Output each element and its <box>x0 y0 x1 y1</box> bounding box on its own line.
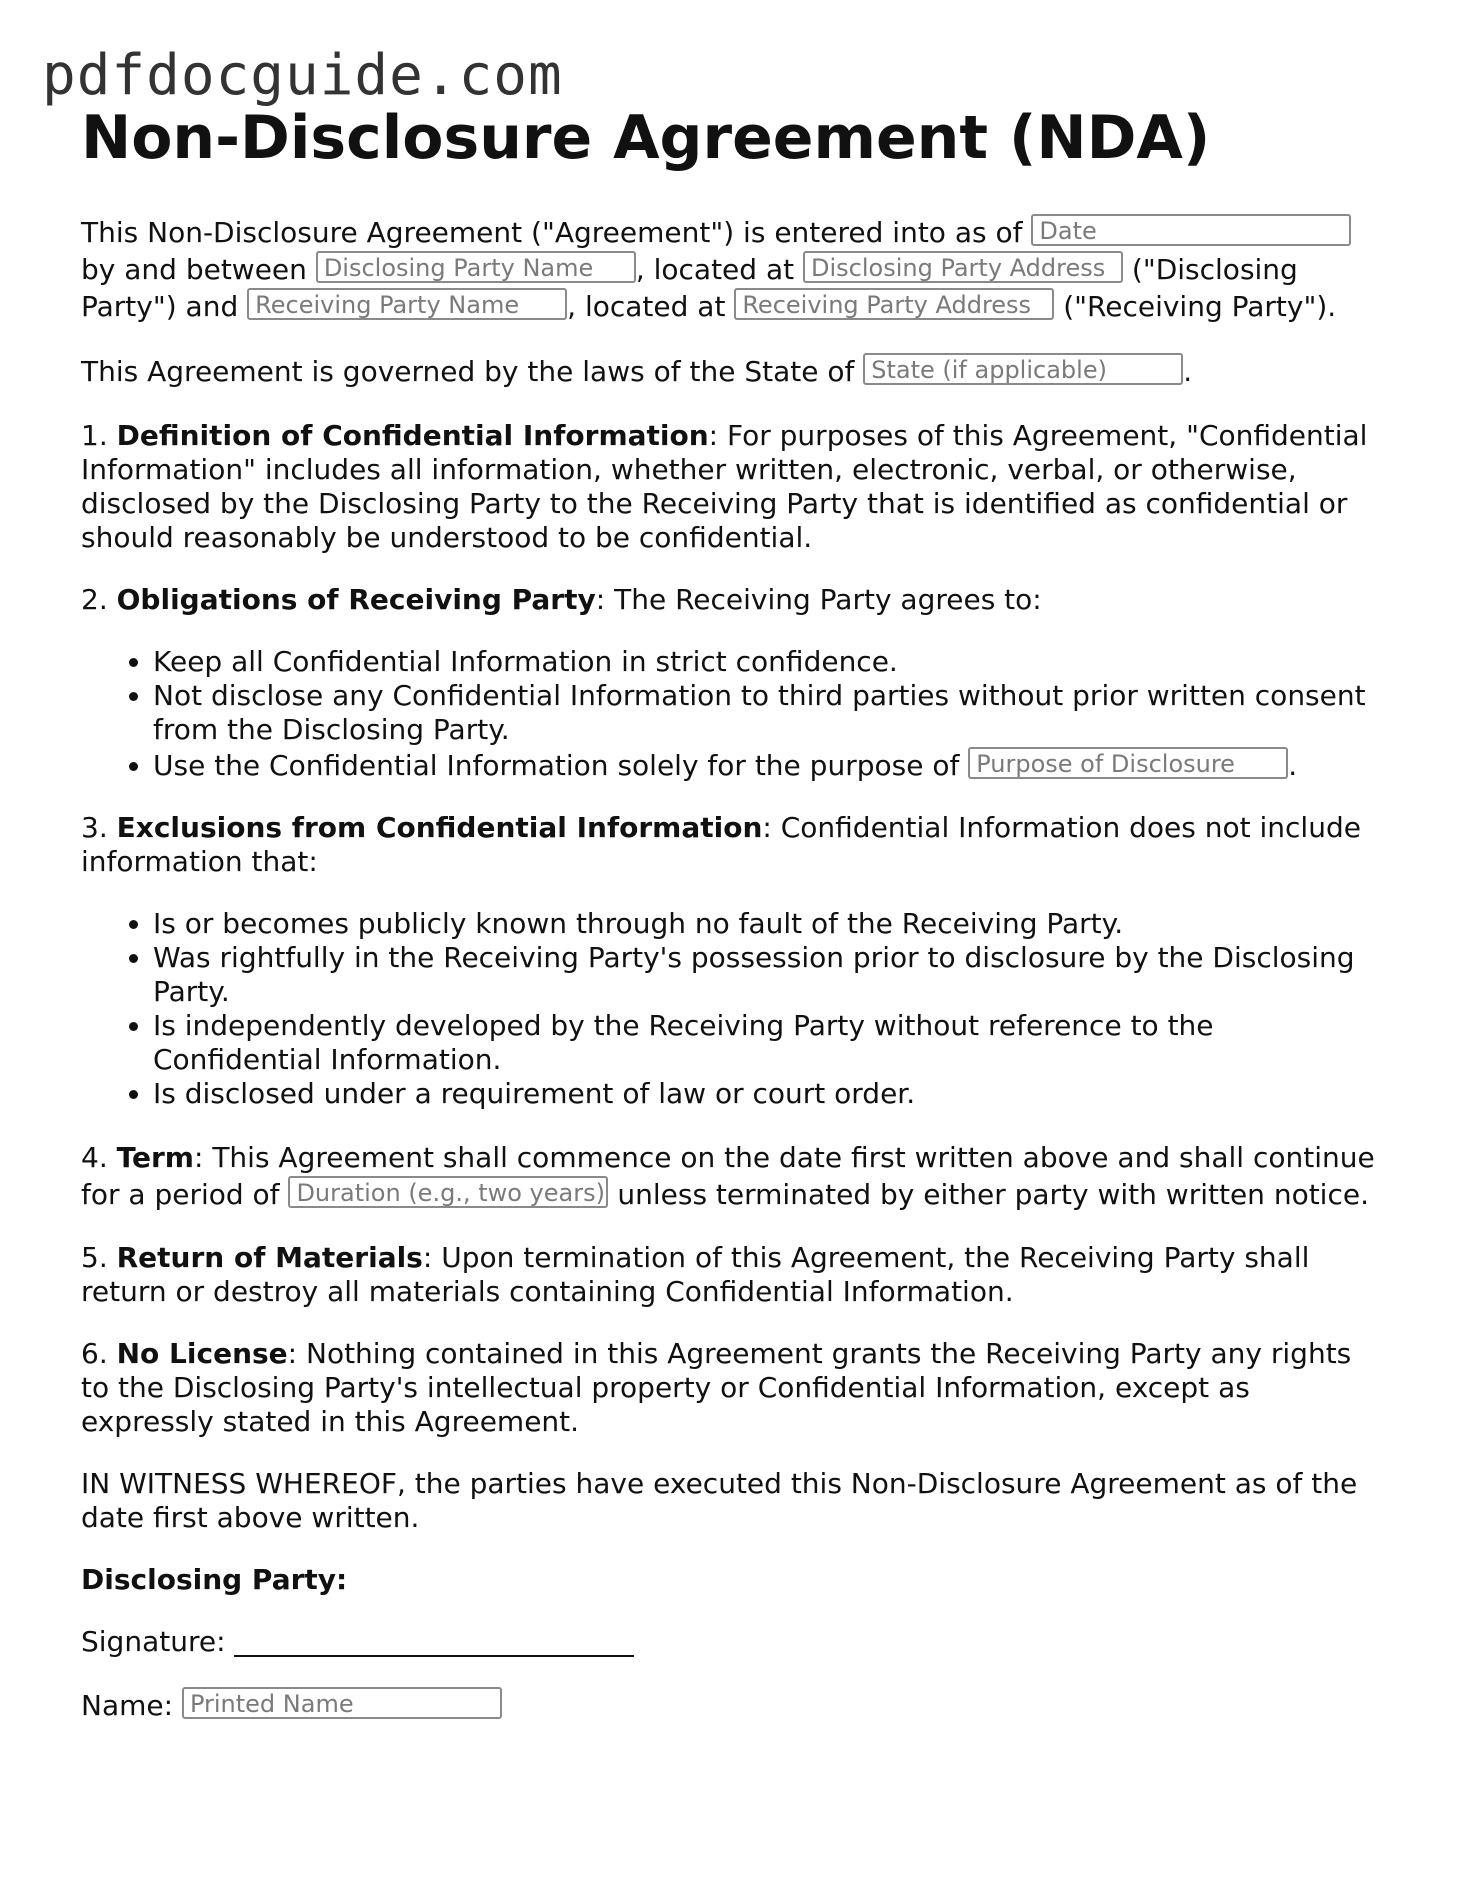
governing-law-end: . <box>1183 355 1193 388</box>
section-5-heading: Return of Materials <box>116 1241 423 1274</box>
section-2-heading: Obligations of Receiving Party <box>116 583 596 616</box>
section-5-text: : Upon termination of this Agreement, the Receiving Party shall return or destroy all materials containing Confidential Information. <box>81 1241 1310 1308</box>
section-6-text: : Nothing contained in this Agreement grants the Receiving Party any rights to the Disclosing Party's intellectual property or Confidential Information, except as expressly stated in this Agreement. <box>81 1337 1352 1438</box>
section-4-heading: Term <box>116 1141 194 1174</box>
section-6-number: 6. <box>81 1337 108 1370</box>
section-2 <box>81 583 1381 617</box>
section-5 <box>81 1241 1381 1309</box>
section-3 <box>81 811 1381 879</box>
section-6-heading: No License <box>116 1337 288 1370</box>
signature-block-heading: Disclosing Party: <box>81 1563 348 1596</box>
section-4-text-2: unless terminated by either party with written notice. <box>617 1178 1369 1211</box>
signature-line[interactable] <box>234 1627 634 1657</box>
disclosing-party-address-field[interactable]: Disclosing Party Address <box>803 251 1123 283</box>
list-item: • Is or becomes publicly known through no fault of the Receiving Party. <box>153 907 1381 941</box>
exclusions-list <box>81 907 1381 1111</box>
page-title: Non-Disclosure Agreement (NDA) <box>81 103 1211 173</box>
watermark: pdfdocguide.com <box>42 43 563 108</box>
section-1-heading: Definition of Confidential Information <box>116 419 709 452</box>
signature-label: Signature: <box>81 1625 226 1658</box>
duration-field[interactable]: Duration (e.g., two years) <box>288 1176 608 1208</box>
purpose-end: . <box>1288 749 1298 782</box>
disclosing-party-heading <box>81 1563 1381 1597</box>
signature-row <box>81 1625 1381 1659</box>
intro-text-5: , located at <box>567 290 726 323</box>
section-4 <box>81 1139 1381 1213</box>
list-item: • Not disclose any Confidential Information to third parties without prior written consent from the Disclosing Party. <box>153 679 1381 747</box>
obligations-list <box>81 645 1381 783</box>
section-4-text-1: : This Agreement shall commence on the date first written above and shall continue for a period of <box>81 1141 1375 1211</box>
witness-paragraph: IN WITNESS WHEREOF, the parties have executed this Non-Disclosure Agreement as of the date first above written. <box>81 1467 1358 1534</box>
document-body <box>81 100 1381 1751</box>
list-item <box>153 747 1381 783</box>
name-row <box>81 1687 1381 1723</box>
state-field[interactable]: State (if applicable) <box>863 353 1183 385</box>
disclosing-party-name-field[interactable]: Disclosing Party Name <box>316 251 636 283</box>
section-3-heading: Exclusions from Confidential Information <box>116 811 763 844</box>
section-6 <box>81 1337 1381 1439</box>
governing-law-paragraph <box>81 353 1381 389</box>
receiving-party-name-field[interactable]: Receiving Party Name <box>247 288 567 320</box>
intro-text-6: ("Receiving Party"). <box>1063 290 1337 323</box>
list-item: • Was rightfully in the Receiving Party's possession prior to disclosure by the Disclosing Party. <box>153 941 1381 1009</box>
list-item: • Is independently developed by the Receiving Party without reference to the Confidential Information. <box>153 1009 1381 1077</box>
section-1-text: : For purposes of this Agreement, "Confidential Information" includes all information, whether written, electronic, verbal, or otherwise, disclosed by the Disclosing Party to the Receiving Party that is identified as confidential or should reasonably be understood to be confidential. <box>81 419 1368 554</box>
intro-text-1: This Non-Disclosure Agreement ("Agreement") is entered into as of <box>81 216 1023 249</box>
intro-text-3: , located at <box>635 253 795 286</box>
section-4-number: 4. <box>81 1141 108 1174</box>
list-item: • Is disclosed under a requirement of law or court order. <box>153 1077 1381 1111</box>
list-item: • Keep all Confidential Information in strict confidence. <box>153 645 1381 679</box>
receiving-party-address-field[interactable]: Receiving Party Address <box>734 288 1054 320</box>
printed-name-field[interactable]: Printed Name <box>182 1687 502 1719</box>
intro-text-4: ("Disclosing Party") and <box>81 253 1298 323</box>
name-label: Name: <box>81 1689 174 1722</box>
section-1-number: 1. <box>81 419 108 452</box>
section-2-text: : The Receiving Party agrees to: <box>595 583 1042 616</box>
intro-paragraph <box>81 214 1381 325</box>
section-1 <box>81 419 1381 555</box>
purpose-text: Use the Confidential Information solely for the purpose of <box>153 749 960 782</box>
section-2-number: 2. <box>81 583 108 616</box>
section-3-text: : Confidential Information does not include information that: <box>81 811 1361 878</box>
section-3-number: 3. <box>81 811 108 844</box>
governing-law-text: This Agreement is governed by the laws of the State of <box>81 355 855 388</box>
date-field[interactable]: Date <box>1031 214 1351 246</box>
section-5-number: 5. <box>81 1241 108 1274</box>
purpose-field[interactable]: Purpose of Disclosure <box>968 747 1288 779</box>
intro-text-2: by and between <box>81 253 307 286</box>
